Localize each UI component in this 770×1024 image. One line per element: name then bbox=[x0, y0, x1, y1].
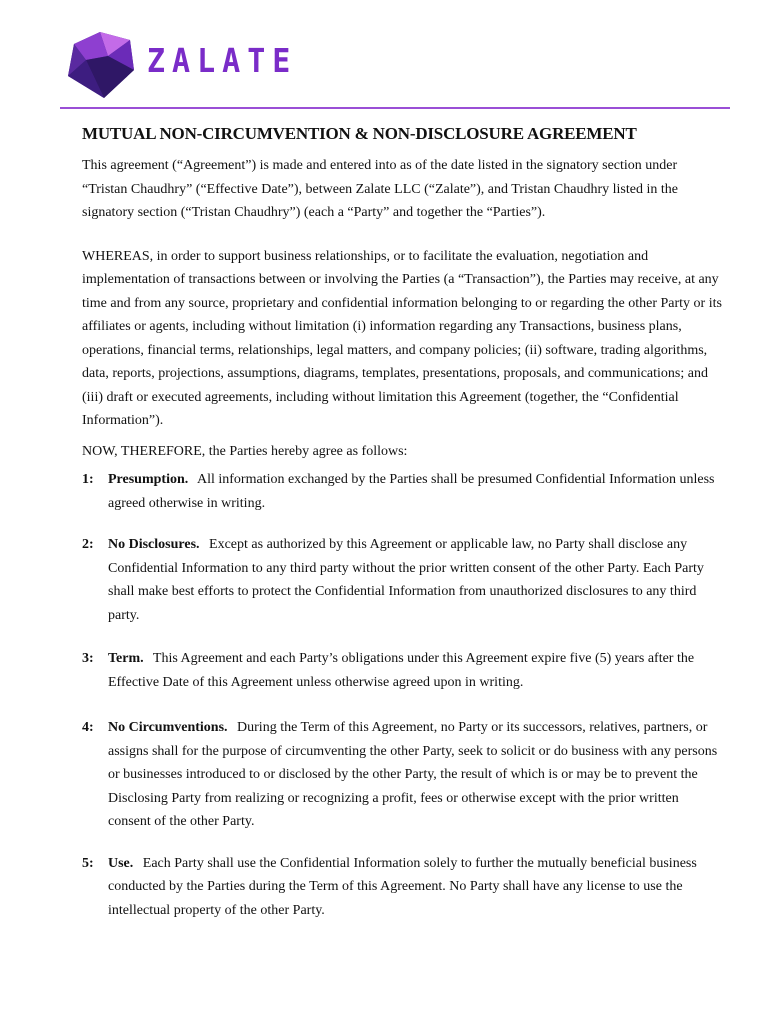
clause-number: 2: bbox=[82, 537, 94, 552]
whereas-paragraph: WHEREAS, in order to support business relationships, or to facilitate the evaluation, negotiation and implementation of transactions between or involving the Parties (a “Transaction”), the Parties may receive, at any time and from any source, proprietary and confidential information belonging to or regarding the other Party or its affiliates or agents, including without limitation (i) information regarding any Transactions, business plans, operations, financial terms, relationships, legal matters, and company policies; (ii) software, trading algorithms, data, reports, projections, assumptions, diagrams, templates, presentations, proposals, and communications; and (iii) draft or executed agreements, including without limitation this Agreement (together, the “Confidential Information”). bbox=[82, 248, 722, 428]
clause-text: All information exchanged by the Parties shall be presumed Confidential Information unless agreed otherwise in writing. bbox=[108, 472, 715, 511]
clause-heading: Term. bbox=[108, 651, 144, 666]
clause-text: Each Party shall use the Confidential Information solely to further the mutually beneficial business conducted by the Parties during the Term of this Agreement. No Party shall have any license to use the intellectual property of the other Party. bbox=[108, 855, 697, 918]
clause-no-circumventions bbox=[82, 716, 722, 834]
clause-text: This Agreement and each Party’s obligations under this Agreement expire five (5) years after the Effective Date of this Agreement unless otherwise agreed upon in writing. bbox=[108, 651, 695, 690]
intro-paragraph: This agreement (“Agreement”) is made and entered into as of the date listed in the signatory section under “Tristan Chaudhry” (“Effective Date”), between Zalate LLC (“Zalate”), and Tristan Chaudhry listed in the signatory section (“Tristan Chaudhry”) (each a “Party” and together the “Parties”). bbox=[82, 158, 678, 220]
clause-heading: No Circumventions. bbox=[108, 720, 228, 735]
clause-number: 3: bbox=[82, 651, 94, 666]
clause-term bbox=[82, 647, 722, 694]
clause-number: 1: bbox=[82, 472, 94, 487]
document-title: MUTUAL NON-CIRCUMVENTION & NON-DISCLOSURE AGREEMENT bbox=[82, 124, 637, 143]
clause-text: Except as authorized by this Agreement or applicable law, no Party shall disclose any Confidential Information to any third party without the prior written consent of the other Party. Each Party shall make best efforts to protect the Confidential Information from unauthorized disclosures to any third party. bbox=[108, 537, 704, 623]
clause-heading: Presumption. bbox=[108, 472, 189, 487]
clause-use bbox=[82, 852, 722, 923]
clause-number: 4: bbox=[82, 720, 94, 735]
brand-wordmark: ZALATE bbox=[147, 42, 298, 81]
clause-no-disclosures bbox=[82, 533, 722, 627]
clause-presumption bbox=[82, 468, 722, 515]
now-therefore-paragraph: NOW, THEREFORE, the Parties hereby agree as follows: bbox=[82, 443, 408, 459]
header-divider bbox=[60, 107, 730, 109]
clause-number: 5: bbox=[82, 855, 94, 871]
clause-heading: Use. bbox=[108, 855, 134, 871]
gem-logo-icon bbox=[64, 30, 136, 100]
letterhead bbox=[0, 0, 770, 112]
clause-text: During the Term of this Agreement, no Party or its successors, relatives, partners, or assigns shall for the purpose of circumventing the other Party, seek to solicit or do business with any persons or businesses introduced to or disclosed by the other Party, the result of which is or may be to prevent the Disclosing Party from realizing or recognizing a profit, fees or otherwise except with the prior written consent of the other Party. bbox=[108, 720, 718, 829]
agreement-document bbox=[82, 124, 722, 922]
clause-heading: No Disclosures. bbox=[108, 537, 200, 552]
